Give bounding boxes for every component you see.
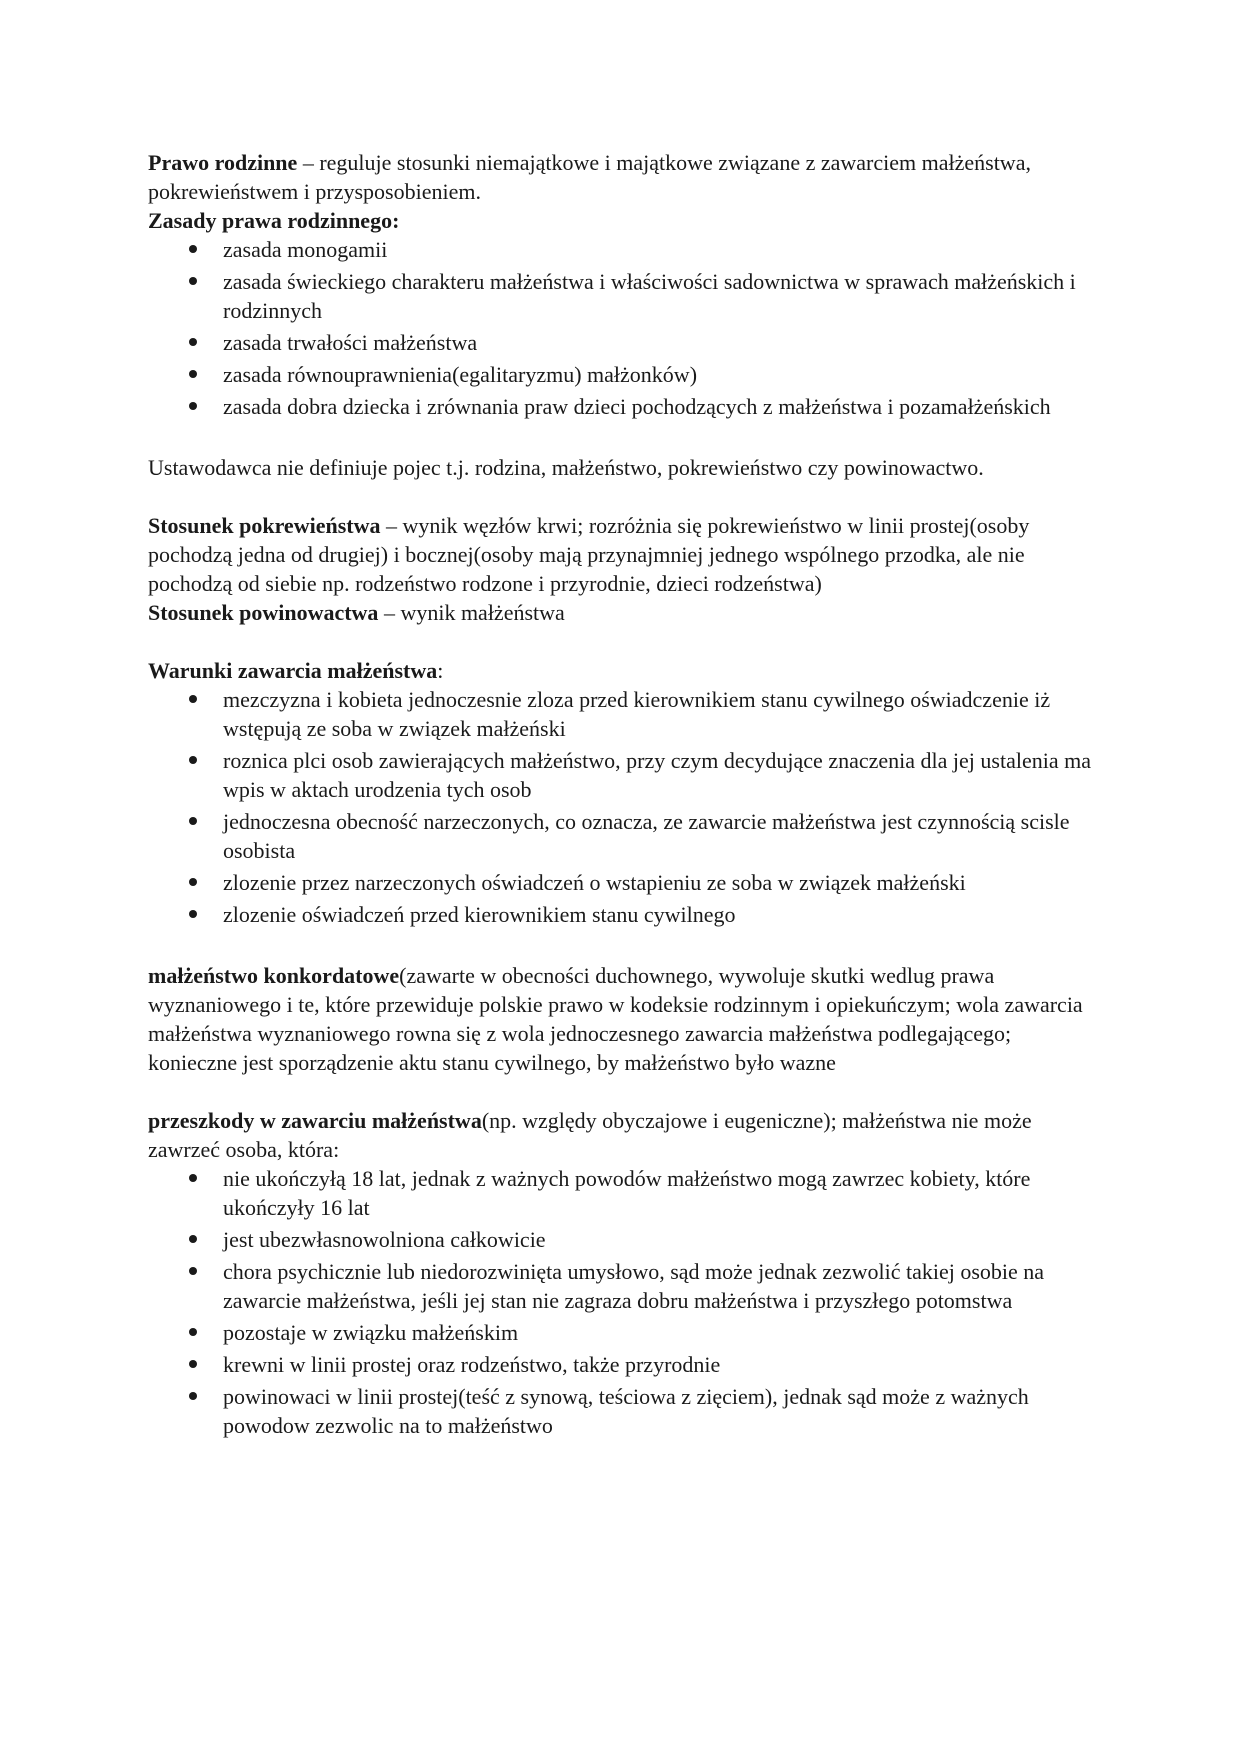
przeszkody-list — [148, 1164, 1093, 1440]
list-item: nie ukończyłą 18 lat, jednak z ważnych powodów małżeństwo mogą zawrzec kobiety, które ukończyły 16 lat — [148, 1164, 1093, 1222]
bullet-icon — [189, 1235, 197, 1243]
paragraph-gap — [148, 482, 1093, 511]
bullet-icon — [189, 1392, 197, 1400]
powinowactwo-term: Stosunek powinowactwa — [148, 600, 379, 625]
powinowactwo-paragraph: Stosunek powinowactwa – wynik małżeństwa — [148, 600, 565, 625]
bullet-icon — [189, 1174, 197, 1182]
pokrewienstwo-term: Stosunek pokrewieństwa — [148, 513, 381, 538]
warunki-list — [148, 685, 1093, 929]
bullet-icon — [189, 817, 197, 825]
bullet-icon — [189, 695, 197, 703]
bullet-icon — [189, 1328, 197, 1336]
list-item: roznica plci osob zawierających małżeństwo, przy czym decydujące znaczenia dla jej ustalenia ma wpis w aktach urodzenia tych osob — [148, 746, 1093, 804]
list-item: zasada monogamii — [148, 235, 1093, 264]
document-page — [148, 148, 1093, 1443]
bullet-icon — [189, 370, 197, 378]
warunki-heading: Warunki zawarcia małżeństwa: — [148, 658, 444, 683]
list-item: zlozenie oświadczeń przed kierownikiem stanu cywilnego — [148, 900, 1093, 929]
list-item: krewni w linii prostej oraz rodzeństwo, także przyrodnie — [148, 1350, 1093, 1379]
bullet-icon — [189, 878, 197, 886]
zasady-heading: Zasady prawa rodzinnego: — [148, 208, 400, 233]
przeszkody-paragraph: przeszkody w zawarciu małżeństwa(np. względy obyczajowe i eugeniczne); małżeństwa nie może zawrzeć osoba, która: — [148, 1108, 1032, 1162]
bullet-icon — [189, 402, 197, 410]
list-item: zlozenie przez narzeczonych oświadczeń o wstapieniu ze soba w związek małżeński — [148, 868, 1093, 897]
przeszkody-term: przeszkody w zawarciu małżeństwa — [148, 1108, 482, 1133]
konkordat-paragraph: małżeństwo konkordatowe(zawarte w obecności duchownego, wywoluje skutki wedlug prawa wyznaniowego i te, które przewiduje polskie prawo w kodeksie rodzinnym i opiekuńczym; wola zawarcia małżeństwa wyznaniowego rowna się z wola jednoczesnego zawarcia małżeństwa podlegającego; konieczne jest sporządzenie aktu stanu cywilnego, by małżeństwo było wazne — [148, 963, 1083, 1075]
bullet-icon — [189, 245, 197, 253]
list-item: zasada trwałości małżeństwa — [148, 328, 1093, 357]
list-item: jednoczesna obecność narzeczonych, co oznacza, ze zawarcie małżeństwa jest czynnością scisle osobista — [148, 807, 1093, 865]
list-item: mezczyzna i kobieta jednoczesnie zloza przed kierownikiem stanu cywilnego oświadczenie iż wstępują ze soba w związek małżeński — [148, 685, 1093, 743]
intro-term: Prawo rodzinne — [148, 150, 298, 175]
paragraph-gap — [148, 627, 1093, 656]
list-item: zasada równouprawnienia(egalitaryzmu) małżonków) — [148, 360, 1093, 389]
paragraph-gap — [148, 932, 1093, 961]
list-item: powinowaci w linii prostej(teść z synową, teściowa z zięciem), jednak sąd może z ważnych powodow zezwolic na to małżeństwo — [148, 1382, 1093, 1440]
list-item: zasada świeckiego charakteru małżeństwa i właściwości sadownictwa w sprawach małżeńskich i rodzinnych — [148, 267, 1093, 325]
pokrewienstwo-paragraph: Stosunek pokrewieństwa – wynik węzłów krwi; rozróżnia się pokrewieństwo w linii prostej(osoby pochodzą jedna od drugiej) i bocznej(osoby mają przynajmniej jednego wspólnego przodka, ale nie pochodzą od siebie np. rodzeństwo rodzone i przyrodnie, dzieci rodzeństwa) — [148, 513, 1030, 596]
list-item: jest ubezwłasnowolniona całkowicie — [148, 1225, 1093, 1254]
paragraph-gap — [148, 424, 1093, 453]
ustawodawca-paragraph: Ustawodawca nie definiuje pojec t.j. rodzina, małżeństwo, pokrewieństwo czy powinowactwo. — [148, 455, 984, 480]
zasady-list — [148, 235, 1093, 421]
bullet-icon — [189, 756, 197, 764]
list-item: chora psychicznie lub niedorozwinięta umysłowo, sąd może jednak zezwolić takiej osobie na zawarcie małżeństwa, jeśli jej stan nie zagraza dobru małżeństwa i przyszłego potomstwa — [148, 1257, 1093, 1315]
konkordat-term: małżeństwo konkordatowe — [148, 963, 400, 988]
intro-text: – reguluje stosunki niemajątkowe i majątkowe związane z zawarciem małżeństwa, pokrewieństwem i przysposobieniem. — [148, 150, 1031, 204]
list-item: zasada dobra dziecka i zrównania praw dzieci pochodzących z małżeństwa i pozamałżeńskich — [148, 392, 1093, 421]
bullet-icon — [189, 1360, 197, 1368]
bullet-icon — [189, 277, 197, 285]
list-item: pozostaje w związku małżeńskim — [148, 1318, 1093, 1347]
bullet-icon — [189, 338, 197, 346]
bullet-icon — [189, 910, 197, 918]
paragraph-gap — [148, 1077, 1093, 1106]
bullet-icon — [189, 1267, 197, 1275]
intro-paragraph — [148, 148, 1093, 206]
